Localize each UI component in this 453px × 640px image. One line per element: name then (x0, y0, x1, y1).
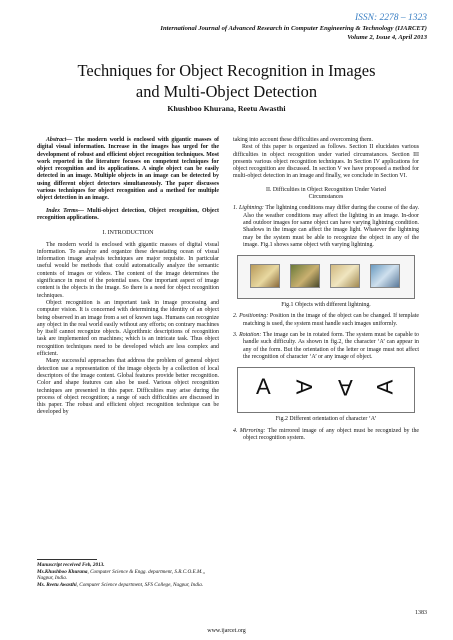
abstract (37, 137, 219, 203)
manuscript-received: Manuscript received Feb, 2013. (37, 562, 105, 568)
title-line-2: and Multi-Object Detection (135, 82, 318, 101)
index-terms-label: Index Terms (46, 207, 79, 214)
section-1-paragraph-3: Many successful approaches that address the problem of general object detection use a representation of the image objects by a collection of local descriptors of the image content. Global features provide better recognition. Color and shape features can also be used. Various object recognition techniques are presented in this paper. Difficulties may arise during the process of object recognition; a range of such difficulties are discussed in this paper. The robust and efficient object recognition technique can be developed by (37, 358, 219, 416)
figure-1-image-2 (290, 264, 320, 288)
volume-info: Volume 2, Issue 4, April 2013 (347, 34, 427, 41)
section-1-paragraph-1: The modern world is enclosed with gigantic masses of digital visual information. To analyze and organize these devastating ocean of visual information image analysis techniques are major requisite. In particular useful would be methods that could automatically analyze the semantic contents of images or videos. The content of the image determines the significance in most of the potential uses. One important aspect of image content is the objects in the image. So there is a need for object recognition techniques. (37, 241, 219, 299)
item-rotation-label: 3. Rotation: (233, 332, 262, 339)
footnote-rule (37, 559, 97, 560)
section-2-heading-line-1: II. Difficulties in Object Recognition Under Varied (265, 186, 387, 193)
item-mirroring-text: The mirrored image of any object must be recognized by the object recognition system. (243, 427, 420, 441)
author-2-affiliation (37, 582, 219, 589)
abstract-label: Abstract (46, 137, 67, 143)
author-1-name: Ms.Khushboo Khurana (37, 568, 88, 575)
glyph-rotated-90: A (291, 379, 317, 395)
item-lightning-text: The lightning conditions may differ during the course of the day. Also the weather conditions may affect the lighting in an image. In-door and outdoor images for same object can have varying lightning condition. Shadows in the image can affect the image light. Whatever the lightning may be the system must be able to recognize the object in any of the image. Fig.1 shows same object with varying lightning. (243, 205, 419, 248)
index-terms (37, 208, 219, 223)
item-lightning (233, 205, 419, 249)
item-mirroring-label: 4. Mirroring: (233, 427, 266, 434)
author-1-affiliation (37, 569, 219, 582)
glyph-rotated-270: A (372, 379, 398, 395)
section-2-heading-line-2: Circumstances (308, 194, 344, 201)
right-column (233, 137, 419, 442)
glyph-rotated-180: A (338, 375, 353, 401)
section-1-heading: I. INTRODUCTION (102, 230, 154, 237)
title-line-1: Techniques for Object Recognition in Images (77, 61, 376, 80)
author-1-affil: , Computer Science & Engg. department, S.R.C.O.E.M.,, Nagpur, India. (37, 568, 206, 582)
issn: ISSN: 2278 – 1323 (354, 13, 427, 23)
item-mirroring (233, 428, 419, 443)
page-number: 1383 (415, 610, 427, 616)
figure-2 (237, 367, 415, 413)
item-positioning-label: 2. Positioning: (233, 313, 269, 320)
item-lightning-label: 1. Lightning: (233, 205, 264, 212)
glyph-upright: A (256, 374, 271, 400)
left-column (37, 137, 219, 417)
author-2-name: Ms. Reetu Awasthi (37, 581, 77, 588)
authors: Khushboo Khurana, Reetu Awasthi (167, 104, 286, 113)
figure-1 (237, 255, 415, 299)
item-rotation (233, 332, 419, 361)
section-2-heading (233, 187, 419, 202)
paper-title (0, 60, 453, 102)
index-terms-text: — Multi-object detection, Object recognition, Object recognition applications. (37, 207, 220, 221)
paper-organization: Rest of this paper is organized as follows. Section II elucidates various difficulties in object recognition under varied circumstances. Section III presents various object recognition techniques. In Section IV applications for object recognition are discussed. In section V we have proposed a method for multi-object detection in an image and finally, we conclude in Section VI. (233, 144, 419, 180)
section-1-paragraph-2: Object recognition is an important task in image processing and computer vision. It is concerned with determining the identity of an object being observed in an image from a set of known tags. Humans can recognize any object in the real world easily without any efforts; on contrary machines by itself cannot recognize objects. Algorithmic descriptions of recognition task are implemented on machines; which is an intricate task. Thus object recognition techniques need to be developed which are less complex and efficient. (37, 299, 219, 358)
figure-2-caption: Fig.2 Different orientation of character ‘A’ (275, 416, 377, 423)
journal-name: International Journal of Advanced Research in Computer Engineering & Technology (IJARCET) (160, 25, 427, 32)
item-rotation-text: The image can be in rotated form. The system must be capable to handle such difficulty. As shown in fig.2, the character ‘A’ can appear in any of the form. But the orientation of the letter or image must not affect the recognition of character ‘A’ or any image of object. (243, 332, 419, 360)
intro-continued: taking into account these difficulties and overcoming them. (233, 137, 373, 143)
author-2-affil: , Computer Science department, SFS College, Nagpur, India. (76, 581, 204, 588)
figure-1-image-1 (250, 264, 280, 288)
website-footer: www.ijarcet.org (207, 628, 246, 634)
figure-1-image-3 (330, 264, 360, 288)
item-positioning-text: Position in the image of the object can be changed. If template matching is used, the system must handle such images uniformly. (243, 313, 419, 327)
figure-1-caption: Fig.1 Objects with different lightning. (281, 302, 371, 309)
item-positioning (233, 313, 419, 328)
abstract-text: — The modern world is enclosed with gigantic masses of digital visual information. Increase in the images has urged for the development of robust and efficient object recognition techniques. Most work reported in the literature focuses on competent techniques for object recognition and its applications. A single object can be easily detected in an image. Multiple objects in an image can be detected by using different object detectors simultaneously. The paper discusses various techniques for object recognition and a method for multiple object detection in an image. (37, 137, 219, 202)
figure-1-image-4 (370, 264, 400, 288)
footnote (37, 562, 219, 588)
